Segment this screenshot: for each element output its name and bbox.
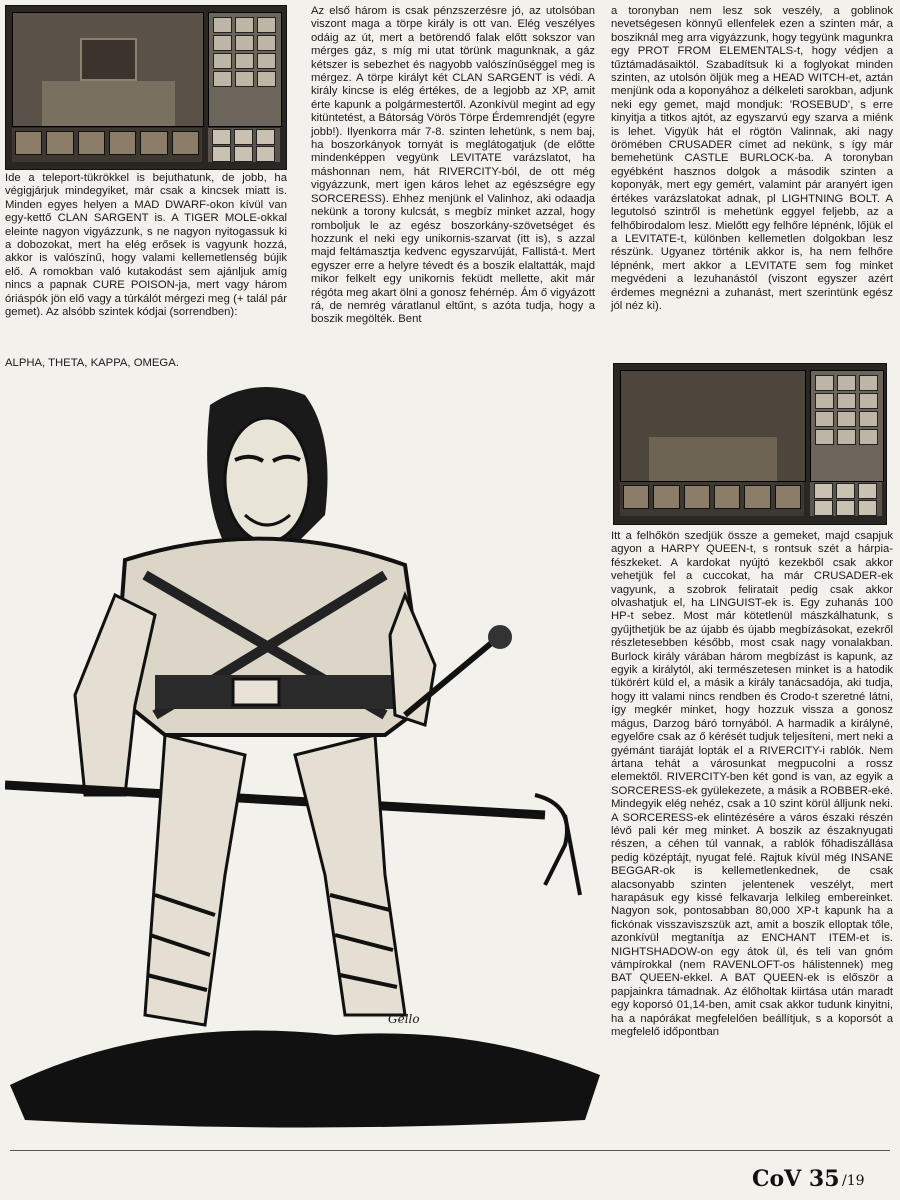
column-1-text (5, 172, 287, 319)
magazine-logo: CoV 35 (752, 1166, 840, 1192)
party-portraits (620, 482, 804, 516)
page-number: /19 (842, 1173, 865, 1189)
column-3-paragraph-lower: Itt a felhőkön szedjük össze a gemeket, majd csapjuk agyon a HARPY QUEEN-t, s rontsuk szét a hárpia-fészkeket. A kardokat nyújtó kezekből csak akkor vehetjük fel a cuccokat, ha már CRUSADER-ek vagyunk, a szobrok feliratait pedig csak akkor olvashatjuk el, ha LINGUIST-ek is. Egy zuhanás 100 HP-t sebez. Most már kötetlenül mászkálhatunk, s gyűjthetjük be az újabb és újabb megbízásokat, ezekről részletesebben később, most csak nagy vonalakban. Burlock király várában három megbízást is kapunk, az egyik a királytól, aki természetesen minket is a hatodik tükörért küld el, a másik a király tanácsadója, aki tudja, hogy itt valami nincs rendben és Crodo-t szeretné látni, így megkér minket, hogy hozzuk vissza a gonosz mágus, Darzog báró tornyából. A harmadik a királyné, egyelőre csak az ő kérését tudjuk teljesíteni, mert neki a gyémánt tiaráját lopták el a RIVERCITY-i rablók. Nem ártana tehát a városunkat megpucolni a rossz elemektől. RIVERCITY-ben két gond is van, az egyik a SORCERESS-ek gyülekezete, a másik a ROBBER-eké. Mindegyik elég nehéz, csak a 10 szint körül álljunk neki. A SORCERESS-ek elintézésére a város északi részén lévő pali kér meg minket. A boszik az északnyugati részen, a céhen túl vannak, a rablók főhadiszállása pedig középtájt, nyugat felé. Rajtuk kívül még INSANE BEGGAR-ok is kellemetlenkednek, de csak alacsonyabb szinten jelentenek veszélyt, mert harapásuk egy kissé felkavarja lelkileg embereinket. Nagyon sok, pontosabban 80,000 XP-t kapunk ha a fickónak visszaviszszük azt, amit a boszik elloptak tőle, azonkívül megtanítja az ENCHANT ITEM-et is. NIGHTSHADOW-on egy átok ül, és teli van gnóm vámpírokkal (nem RAVENLOFT-os hálistennek) meg BAT QUEEN-ekkel. A BAT QUEEN-ek is először a papjainkra támadnak. Az élőholtak kiirtása után maradt egy koporsó 01,14-ben, amit csak akkor tudunk kinyitni, ha a napórákat megfelelően beállítjuk, s a koporsót a megfelelő időpontban (611, 530, 893, 1039)
column-1-paragraph: Ide a teleport-tükrökkel is bejuthatunk, de jobb, ha végigjárjuk mindegyiket, már csak a kincsek miatt is. Minden egyes helyen a MAD DWARF-okon kívül van egy-kettő CLAN SARGENT is. A TIGER MOLE-okkal eleinte nagyon vigyázzunk, s ne nagyon nyitogassuk ki a dobozokat, mert ha elég erősek is vagyunk hozzá, akkor is valószínű, hogy valami kellemetlenség bújik elő. A romokban való kutakodást sem ajánljuk amíg nincs a papnak CURE POISON-ja, mert vagy három óriáspók jön elő vagy a túrkálót mérgezi meg (+ talál pár gemet). Az alsóbb szintek kódjai (sorrendben): (5, 172, 287, 319)
movement-arrows (208, 128, 280, 162)
party-portraits (12, 128, 202, 162)
column-3-text-upper (611, 5, 893, 313)
column-2-paragraph: Az első három is csak pénzszerzésre jó, az utolsóban viszont maga a törpe király is ott van. Elég veszélyes odáig az út, mert a betörendő falak előtt sokszor van mérges gáz, s míg mi utat törünk magunknak, a gáz kétszer is sebezhet és nagyobb valószínűséggel meg is mérgez. A törpe királyt két CLAN SARGENT is védi. A király kincse is elég értékes, de a legjobb az XP, amit érte kapunk a polgármestertől. Azonkívül megint ad egy kitüntetést, a Bátorság Vörös Törpe Érdemrendjét (egyre jobb!). Ilyenkorra már 7-8. szinten lehetünk, s nem baj, ha boszorkányok tornyát is meglátogatjuk (de előtte mindenképpen vegyünk LEVITATE varázslatot, ha máshonnan nem, hát RIVERCITY-ból, de ott még vigyázzunk, mert igen káros lehet az egészségre egy SORCERESS). Ehhez menjünk el Valinhoz, aki odaadja nekünk a torony kulcsát, s megbíz minket azzal, hogy romboljuk le az egész boszorkány-szövetséget és hozzunk el neki egy unikornis-szarvat (itt is), s azzal majd feltámasztja kedvenc egyszarvúját, Fallistá-t. Mert egyszer erre a helyre tévedt és a boszik elaltatták, majd mikor felkelt egy unikornis feküdt mellette, akit már régóta meg akart ölni a gonosz fehérnép. Ám ő vigyázott rá, de nemrég váratlanul eltűnt, s azóta tudja, hogy a boszik megölték. Bent (311, 5, 595, 326)
level-codes: ALPHA, THETA, KAPPA, OMEGA. (5, 357, 179, 369)
dungeon-view (620, 370, 806, 482)
column-3-text-lower (611, 530, 893, 1039)
game-screenshot-top (5, 5, 287, 170)
dungeon-view (12, 12, 204, 127)
spell-panel (208, 12, 282, 127)
footer-rule (10, 1150, 890, 1151)
spell-panel (810, 370, 884, 482)
movement-arrows (810, 482, 882, 516)
artist-signature: Gello (388, 1012, 420, 1026)
column-3-paragraph-upper: a toronyban nem lesz sok veszély, a goblinok nevetségesen könnyű ellenfelek ezen a szinten már, a bosziknál meg arra vigyázzunk, hogy tegyünk magunkra egy PROT FROM ELEMENTALS-t, hogy védjen a tűztámadásaiktól. Szabadítsuk ki a foglyokat minden szinten, az utolsón öljük meg a HEAD WITCH-et, aztán menjünk oda a koponyához a délkeleti sarokban, adjunk neki egy gemet, majd mondjuk: 'ROSEBUD', s erre kinyitja a titkos ajtót, az egyszarvú egy szarva a miénk is lehet. Vigyük hát el rögtön Valinnak, aki nagy örömében CRUSADER címet ad nekünk, s így már bemehetünk CASTLE BURLOCK-ba. A toronyban egyébként hasznos dolgok a második szinten a koponyák, mert egy gemért, valamint pár aranyért igen értékes varázslatokat adnak, pl LIGHTNING BOLT. A legutolsó szintről is mehetünk eggyel feljebb, az a felhőbirodalom lesz. Mielőtt egy felhőre lépnénk, lőjük el a LEVITATE-t, különben kellemetlen dolgokban lesz részünk. Ugyanez történik akkor is, ha nem felhőre lépnénk, mert akkor a LEVITATE sem fog minket megvédeni a lezuhanástól (viszont egyszer azért érdemes megnézni a zuhanást, mert szerintünk egész jól néz ki). (611, 5, 893, 312)
warrior-illustration (5, 375, 605, 1130)
game-screenshot-right (613, 363, 887, 525)
column-2-text (311, 5, 595, 327)
